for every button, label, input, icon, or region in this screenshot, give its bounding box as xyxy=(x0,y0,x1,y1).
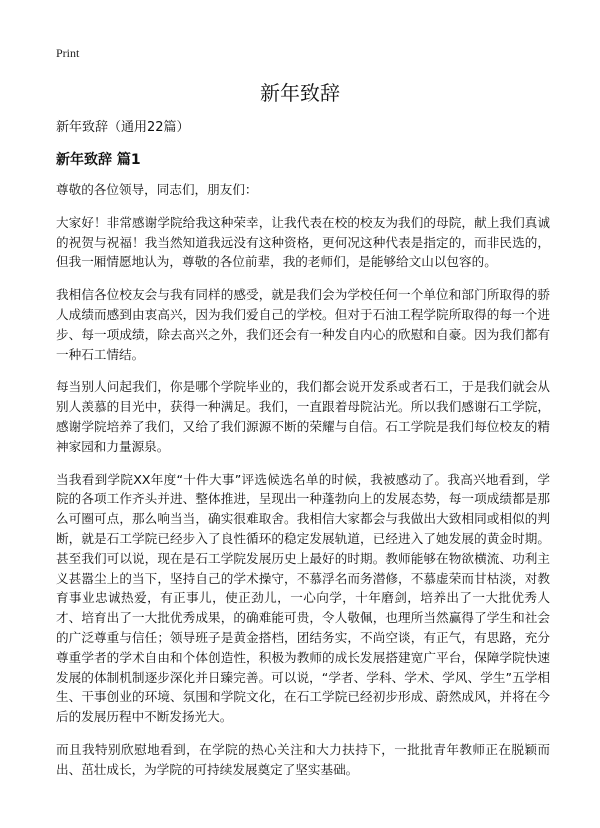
document-body xyxy=(56,118,550,793)
print-label: Print xyxy=(56,46,80,60)
body-paragraph: 每当别人问起我们，你是哪个学院毕业的，我们都会说开发系或者石工，于是我们就会从别人羡慕的目光中，获得一种满足。我们，一直跟着母院沾光。所以我们感谢石工学院，感谢学院培养了我们，又给了我们源源不断的荣耀与自信。石工学院是我们每位校友的精神家园和力量源泉。 xyxy=(56,379,550,454)
section-heading: 新年致辞 篇1 xyxy=(56,152,141,168)
document-subtitle: 新年致辞（通用22篇） xyxy=(56,120,190,135)
body-paragraph: 大家好！非常感谢学院给我这种荣幸，让我代表在校的校友为我们的母院，献上我们真诚的祝贺与祝福！我当然知道我远没有这种资格，更何况这种代表是指定的，而非民选的，但我一厢情愿地认为，尊敬的各位前辈，我的老师们，是能够给文山以包容的。 xyxy=(56,214,550,270)
body-paragraph: 当我看到学院XX年度“十件大事”评选候选名单的时候，我被感动了。我高兴地看到，学院的各项工作齐头并进、整体推进，呈现出一种蓬勃向上的发展态势，每一项成绩都是那么可圈可点，那么响当当，确实很难取舍。我相信大家都会与我做出大致相同或相似的判断，就是石工学院已经步入了良性循环的稳定发展轨道，已经进入了她发展的黄金时期。甚至我们可以说，现在是石工学院发展历史上最好的时期。教师能够在物欲横流、功利主义甚嚣尘上的当下，坚持自己的学术操守，不慕浮名而务潜修，不慕虚荣而甘枯淡，对教育事业忠诚热爱，有正事儿，使正劲儿，一心向学，十年磨剑，培养出了一大批优秀人才、培育出了一大批优秀成果，的确难能可贵，令人敬佩，也理所当然赢得了学生和社会的广泛尊重与信任；领导班子是黄金搭档，团结务实，不尚空谈，有正气，有思路，充分尊重学者的学术自由和个体创造性，积极为教师的成长发展搭建宽广平台，保障学院快速发展的体制机制逐步深化并日臻完善。可以说，“学者、学科、学术、学风、学生”五学相生、干事创业的环境、氛围和学院文化，在石工学院已经初步形成、蔚然成风，并将在今后的发展历程中不断发扬光大。 xyxy=(56,471,550,725)
salutation-paragraph: 尊敬的各位领导，同志们，朋友们： xyxy=(56,182,258,197)
body-paragraph: 而且我特别欣慰地看到，在学院的热心关注和大力扶持下，一批批青年教师正在脱颖而出、茁壮成长，为学院的可持续发展奠定了坚实基础。 xyxy=(56,741,550,777)
body-paragraph: 我相信各位校友会与我有同样的感受，就是我们会为学校任何一个单位和部门所取得的骄人成绩而感到由衷高兴，因为我们爱自己的学校。但对于石油工程学院所取得的每一个进步、每一项成绩，除去高兴之外，我们还会有一种发自内心的欣慰和自豪。因为我们都有一种石工情结。 xyxy=(56,287,550,362)
page-title: 新年致辞 xyxy=(260,81,340,105)
